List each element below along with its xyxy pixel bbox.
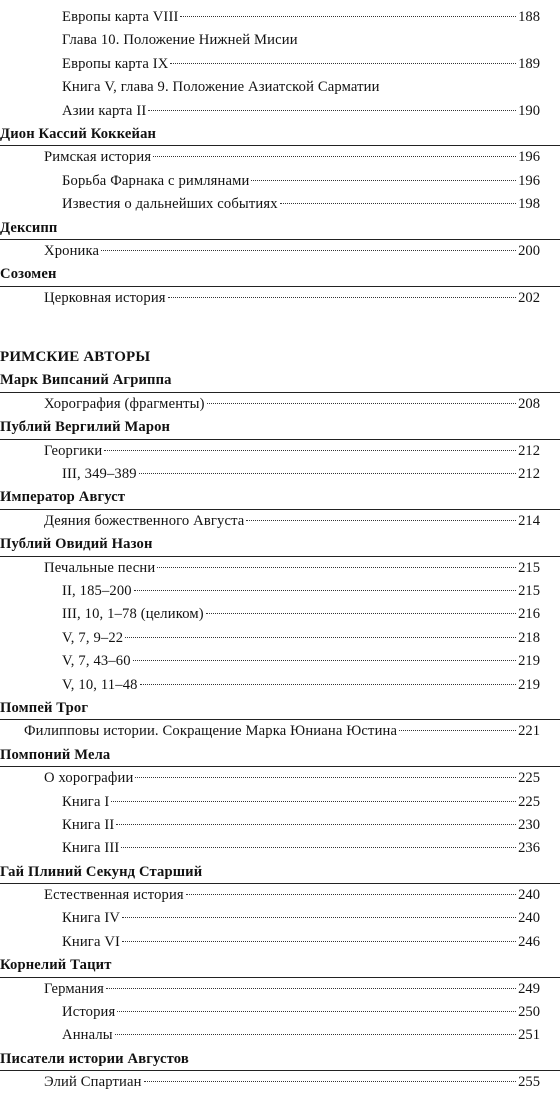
toc-entry bbox=[0, 580, 560, 603]
entry-title: Георгики bbox=[44, 442, 103, 459]
page-number: 225 bbox=[518, 793, 540, 810]
dot-leader bbox=[125, 637, 516, 638]
toc-entry bbox=[0, 393, 560, 416]
page-number: 219 bbox=[518, 653, 540, 670]
page-number: 250 bbox=[518, 1004, 540, 1021]
dot-leader bbox=[251, 180, 516, 181]
page-number: 255 bbox=[518, 1074, 540, 1091]
toc-entry bbox=[0, 29, 560, 52]
page-number: 215 bbox=[518, 582, 540, 599]
toc-entry bbox=[0, 1024, 560, 1047]
dot-leader bbox=[157, 567, 516, 568]
dot-leader bbox=[399, 730, 516, 731]
page-number: 190 bbox=[518, 102, 540, 119]
toc-entry bbox=[0, 931, 560, 954]
entry-title: Глава 10. Положение Нижней Мисии bbox=[62, 32, 298, 49]
toc-entry bbox=[0, 814, 560, 837]
entry-title: Римская история bbox=[44, 149, 152, 166]
page-number: 212 bbox=[518, 442, 540, 459]
entry-title: Анналы bbox=[62, 1027, 113, 1044]
entry-title: Хроника bbox=[44, 242, 100, 259]
dot-leader bbox=[139, 473, 516, 474]
entry-title: Созомен bbox=[0, 266, 57, 283]
toc-entry bbox=[0, 463, 560, 486]
entry-title: История bbox=[62, 1004, 116, 1021]
entry-title: Элий Спартиан bbox=[44, 1074, 142, 1091]
page-number: 208 bbox=[518, 395, 540, 412]
dot-leader bbox=[280, 203, 516, 204]
page-number: 212 bbox=[518, 466, 540, 483]
entry-title: Германия bbox=[44, 980, 105, 997]
dot-leader bbox=[122, 941, 516, 942]
toc-entry bbox=[0, 791, 560, 814]
entry-title: Филипповы истории. Сокращение Марка Юниана Юстина bbox=[24, 723, 398, 740]
entry-title: Книга V, глава 9. Положение Азиатской Сарматии bbox=[62, 79, 380, 96]
entry-title: Церковная история bbox=[44, 289, 166, 306]
toc-entry bbox=[0, 978, 560, 1001]
page-number: 236 bbox=[518, 840, 540, 857]
entry-title: Дион Кассий Коккейан bbox=[0, 125, 157, 142]
toc-entry bbox=[0, 146, 560, 169]
page-number: 202 bbox=[518, 289, 540, 306]
dot-leader bbox=[148, 110, 516, 111]
author-heading bbox=[0, 861, 560, 884]
entry-title: Европы карта IX bbox=[62, 55, 169, 72]
page-number: 214 bbox=[518, 512, 540, 529]
dot-leader bbox=[111, 801, 516, 802]
entry-title: Борьба Фарнака с римлянами bbox=[62, 172, 250, 189]
page-number: 188 bbox=[518, 9, 540, 25]
table-of-contents bbox=[0, 6, 560, 1095]
toc-entry bbox=[0, 193, 560, 216]
entry-title: Гай Плиний Секунд Старший bbox=[0, 863, 203, 880]
page-number: 218 bbox=[518, 629, 540, 646]
author-heading bbox=[0, 123, 560, 146]
page-number: 219 bbox=[518, 676, 540, 693]
entry-title: Европы карта VIII bbox=[62, 9, 179, 25]
dot-leader bbox=[180, 16, 516, 17]
toc-entry bbox=[0, 1071, 560, 1094]
entry-title: Известия о дальнейших событиях bbox=[62, 196, 278, 213]
author-heading bbox=[0, 1048, 560, 1071]
toc-entry bbox=[0, 6, 560, 29]
dot-leader bbox=[104, 450, 516, 451]
dot-leader bbox=[116, 824, 516, 825]
dot-leader bbox=[186, 894, 516, 895]
author-heading bbox=[0, 744, 560, 767]
toc-entry bbox=[0, 510, 560, 533]
entry-title: О хорографии bbox=[44, 770, 134, 787]
entry-title: Книга II bbox=[62, 816, 115, 833]
page-number: 200 bbox=[518, 242, 540, 259]
toc-entry bbox=[0, 287, 560, 310]
entry-title: II, 185–200 bbox=[62, 582, 132, 599]
entry-title: Помпоний Мела bbox=[0, 746, 111, 763]
entry-title: Писатели истории Августов bbox=[0, 1050, 189, 1067]
dot-leader bbox=[206, 613, 516, 614]
toc-entry bbox=[0, 720, 560, 743]
author-heading bbox=[0, 263, 560, 286]
entry-title: Книга I bbox=[62, 793, 110, 810]
page-number: 215 bbox=[518, 559, 540, 576]
toc-entry bbox=[0, 1001, 560, 1024]
entry-title: Император Август bbox=[0, 489, 126, 506]
author-heading bbox=[0, 697, 560, 720]
entry-title: Помпей Трог bbox=[0, 699, 89, 716]
toc-entry bbox=[0, 907, 560, 930]
dot-leader bbox=[170, 63, 516, 64]
section-heading bbox=[0, 346, 560, 369]
toc-entry bbox=[0, 650, 560, 673]
entry-title: Публий Овидий Назон bbox=[0, 536, 153, 553]
dot-leader bbox=[101, 250, 516, 251]
entry-title: Книга VI bbox=[62, 933, 121, 950]
dot-leader bbox=[106, 988, 516, 989]
author-heading bbox=[0, 369, 560, 392]
author-heading bbox=[0, 217, 560, 240]
page-number: 251 bbox=[518, 1027, 540, 1044]
dot-leader bbox=[134, 590, 516, 591]
dot-leader bbox=[122, 917, 516, 918]
page-number: 221 bbox=[518, 723, 540, 740]
page-number: 198 bbox=[518, 196, 540, 213]
entry-title: РИМСКИЕ АВТОРЫ bbox=[0, 349, 151, 366]
entry-title: V, 7, 43–60 bbox=[62, 653, 131, 670]
entry-title: V, 10, 11–48 bbox=[62, 676, 138, 693]
entry-title: Марк Випсаний Агриппа bbox=[0, 372, 172, 389]
entry-title: Дексипп bbox=[0, 219, 58, 236]
entry-title: Книга IV bbox=[62, 910, 121, 927]
toc-entry bbox=[0, 76, 560, 99]
page-number: 249 bbox=[518, 980, 540, 997]
entry-title: Азии карта II bbox=[62, 102, 147, 119]
toc-entry bbox=[0, 884, 560, 907]
toc-entry bbox=[0, 627, 560, 650]
section-spacer bbox=[0, 310, 560, 346]
entry-title: Корнелий Тацит bbox=[0, 957, 112, 974]
toc-entry bbox=[0, 240, 560, 263]
page-number: 240 bbox=[518, 887, 540, 904]
dot-leader bbox=[246, 520, 516, 521]
toc-entry bbox=[0, 603, 560, 626]
dot-leader bbox=[121, 847, 516, 848]
dot-leader bbox=[140, 684, 517, 685]
toc-entry bbox=[0, 53, 560, 76]
dot-leader bbox=[168, 297, 516, 298]
dot-leader bbox=[144, 1081, 517, 1082]
entry-title: III, 349–389 bbox=[62, 466, 137, 483]
entry-title: III, 10, 1–78 (целиком) bbox=[62, 606, 204, 623]
dot-leader bbox=[133, 660, 516, 661]
entry-title: Естественная история bbox=[44, 887, 184, 904]
toc-entry bbox=[0, 170, 560, 193]
entry-title: Хорография (фрагменты) bbox=[44, 395, 205, 412]
toc-entry bbox=[0, 440, 560, 463]
dot-leader bbox=[153, 156, 516, 157]
author-heading bbox=[0, 486, 560, 509]
dot-leader bbox=[115, 1034, 516, 1035]
page-number: 246 bbox=[518, 933, 540, 950]
toc-entry bbox=[0, 767, 560, 790]
author-heading bbox=[0, 533, 560, 556]
entry-title: Деяния божественного Августа bbox=[44, 512, 245, 529]
toc-entry bbox=[0, 557, 560, 580]
entry-title: Книга III bbox=[62, 840, 120, 857]
dot-leader bbox=[117, 1011, 516, 1012]
author-heading bbox=[0, 416, 560, 439]
page-number: 189 bbox=[518, 55, 540, 72]
page-number: 196 bbox=[518, 149, 540, 166]
dot-leader bbox=[207, 403, 516, 404]
page-number: 230 bbox=[518, 816, 540, 833]
toc-entry bbox=[0, 674, 560, 697]
dot-leader bbox=[135, 777, 516, 778]
entry-title: Публий Вергилий Марон bbox=[0, 419, 171, 436]
page-number: 240 bbox=[518, 910, 540, 927]
page-number: 225 bbox=[518, 770, 540, 787]
page-number: 216 bbox=[518, 606, 540, 623]
toc-entry bbox=[0, 100, 560, 123]
author-heading bbox=[0, 954, 560, 977]
page-number: 196 bbox=[518, 172, 540, 189]
entry-title: Печальные песни bbox=[44, 559, 156, 576]
toc-entry bbox=[0, 837, 560, 860]
entry-title: V, 7, 9–22 bbox=[62, 629, 124, 646]
